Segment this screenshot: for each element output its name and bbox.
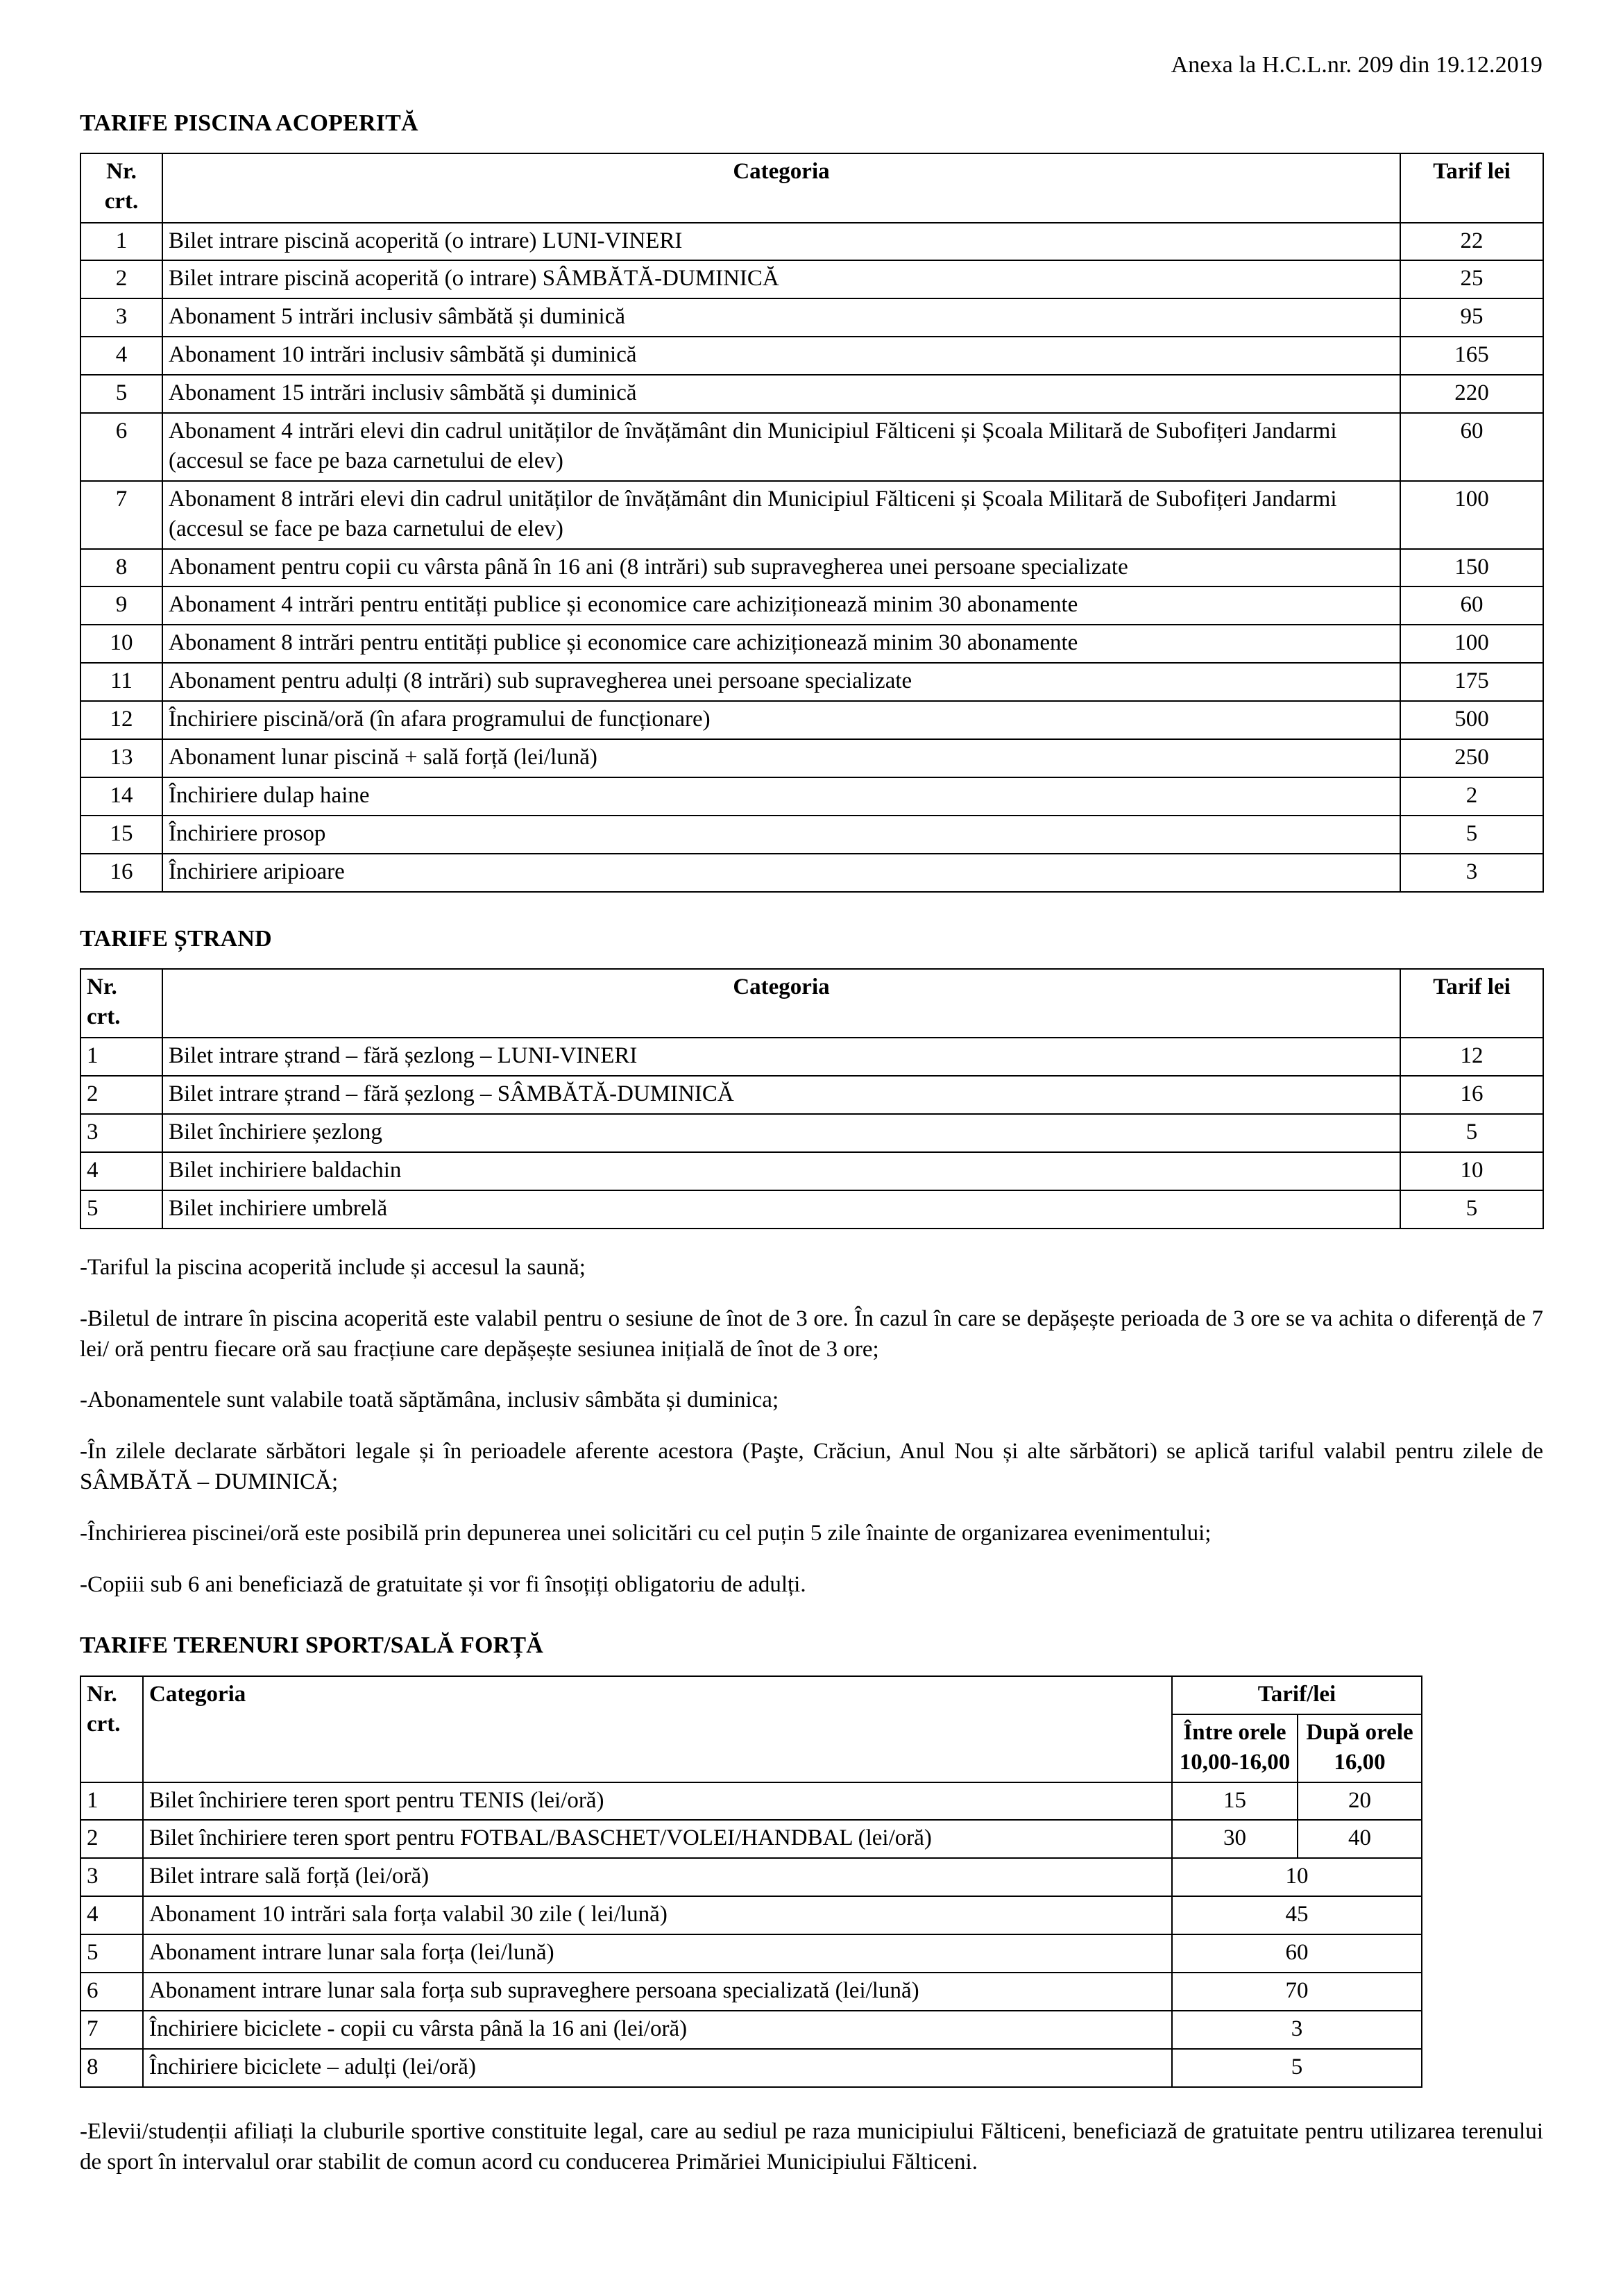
- cell-category: Închiriere aripioare: [162, 854, 1400, 892]
- cell-price-merged: 3: [1172, 2011, 1422, 2049]
- table-row: [80, 1858, 1422, 1896]
- table-row: [80, 2011, 1422, 2049]
- note-paragraph: -Tariful la piscina acoperită include și accesul la saună;: [80, 1254, 586, 1280]
- cell-category: Abonament 8 intrări pentru entități publice și economice care achiziționează minim 30 abonamente: [162, 625, 1400, 663]
- table-row: [80, 739, 1543, 777]
- cell-category: Abonament pentru copii cu vârsta până în 16 ani (8 intrări) sub supravegherea unei persoane specializate: [162, 549, 1400, 587]
- cell-category: Bilet intrare piscină acoperită (o intrare) LUNI-VINERI: [162, 223, 1400, 261]
- cell-category: Bilet închiriere teren sport pentru FOTBAL/BASCHET/VOLEI/HANDBAL (lei/oră): [143, 1820, 1172, 1858]
- cell-price: 95: [1400, 298, 1543, 337]
- cell-price-evening: 20: [1298, 1782, 1422, 1821]
- column-header-price: [1400, 969, 1543, 1038]
- cell-price-merged: 70: [1172, 1973, 1422, 2011]
- cell-category: Bilet intrare ștrand – fără șezlong – LUNI-VINERI: [162, 1038, 1400, 1076]
- cell-category: Abonament 15 intrări inclusiv sâmbătă și duminică: [162, 375, 1400, 413]
- column-header-nr: [80, 153, 162, 223]
- section-title-strand: TARIFE ȘTRAND: [80, 925, 272, 952]
- cell-price: 25: [1400, 260, 1543, 298]
- column-header-price-evening-line2: 16,00: [1334, 1749, 1386, 1775]
- cell-category: Bilet intrare sală forță (lei/oră): [143, 1858, 1172, 1896]
- column-header-nr-line1: Nr.: [87, 1681, 117, 1707]
- section-title-sport: TARIFE TERENURI SPORT/SALĂ FORȚĂ: [80, 1632, 544, 1658]
- cell-price: 10: [1400, 1152, 1543, 1190]
- cell-price: 5: [1400, 1190, 1543, 1229]
- cell-price: 100: [1400, 481, 1543, 549]
- column-header-price: [1400, 153, 1543, 223]
- cell-nr: 2: [80, 1820, 143, 1858]
- column-header-price-group: [1172, 1676, 1422, 1714]
- cell-nr: 1: [80, 223, 162, 261]
- cell-price: 22: [1400, 223, 1543, 261]
- cell-category: Bilet inchiriere umbrelă: [162, 1190, 1400, 1229]
- table-row: [80, 586, 1543, 625]
- cell-category: Abonament pentru adulți (8 intrări) sub supravegherea unei persoane specializate: [162, 663, 1400, 701]
- cell-price: 175: [1400, 663, 1543, 701]
- cell-category: Abonament 4 intrări pentru entități publice și economice care achiziționează minim 30 abonamente: [162, 586, 1400, 625]
- cell-price: 150: [1400, 549, 1543, 587]
- cell-category: Abonament intrare lunar sala forța (lei/lună): [143, 1934, 1172, 1973]
- cell-category: Abonament 10 intrări sala forța valabil 30 zile ( lei/lună): [143, 1896, 1172, 1934]
- cell-nr: 2: [80, 1076, 162, 1114]
- cell-nr: 16: [80, 854, 162, 892]
- cell-price-merged: 5: [1172, 2049, 1422, 2087]
- cell-price-daytime: 15: [1172, 1782, 1298, 1821]
- column-header-category-label: Categoria: [733, 158, 830, 184]
- note-paragraph: -Închirierea piscinei/oră este posibilă prin depunerea unei solicitări cu cel puțin 5 zile înainte de organizarea evenimentului;: [80, 1521, 1212, 1546]
- table-header-row: [80, 969, 1543, 1038]
- cell-category: Bilet închiriere șezlong: [162, 1114, 1400, 1152]
- column-header-category-label: Categoria: [733, 974, 830, 999]
- cell-price: 5: [1400, 816, 1543, 854]
- table-row: [80, 223, 1543, 261]
- column-header-price-label: Tarif lei: [1433, 974, 1511, 999]
- table-sport-tariffs: [80, 1675, 1422, 2088]
- cell-category: Abonament 5 intrări inclusiv sâmbătă și duminică: [162, 298, 1400, 337]
- cell-nr: 5: [80, 375, 162, 413]
- cell-category: Bilet intrare piscină acoperită (o intrare) SÂMBĂTĂ-DUMINICĂ: [162, 260, 1400, 298]
- cell-price: 250: [1400, 739, 1543, 777]
- cell-nr: 9: [80, 586, 162, 625]
- table-row: [80, 1038, 1543, 1076]
- column-header-nr: [80, 969, 162, 1038]
- cell-nr: 6: [80, 413, 162, 481]
- cell-nr: 10: [80, 625, 162, 663]
- cell-category: Abonament 4 intrări elevi din cadrul unităților de învățământ din Municipiul Fălticeni și Școala Militară de Subofițeri Jandarmi (accesul se face pe baza carnetului de elev): [162, 413, 1400, 481]
- column-header-category: [162, 153, 1400, 223]
- cell-nr: 7: [80, 481, 162, 549]
- cell-nr: 3: [80, 1114, 162, 1152]
- cell-nr: 8: [80, 549, 162, 587]
- cell-nr: 4: [80, 1152, 162, 1190]
- cell-category: Abonament 10 intrări inclusiv sâmbătă și duminică: [162, 337, 1400, 375]
- column-header-price-daytime: [1172, 1714, 1298, 1782]
- final-note: -Elevii/studenții afiliați la cluburile sportive constituite legal, care au sediul pe raza municipiului Fălticeni, beneficiază de gratuitate pentru utilizarea terenului de sport în intervalul orar stabilit de comun acord cu conducerea Primăriei Municipiului Fălticeni.: [80, 2118, 1543, 2175]
- note-paragraph: -Copiii sub 6 ani beneficiază de gratuitate și vor fi însoțiți obligatoriu de adulți.: [80, 1571, 806, 1597]
- table-row: [80, 854, 1543, 892]
- cell-nr: 1: [80, 1782, 143, 1821]
- cell-nr: 7: [80, 2011, 143, 2049]
- table-row: [80, 663, 1543, 701]
- table-row: [80, 549, 1543, 587]
- column-header-nr-line2: crt.: [87, 1004, 121, 1029]
- column-header-nr-line1: Nr.: [87, 974, 117, 999]
- table-row: [80, 816, 1543, 854]
- table-row: [80, 1896, 1422, 1934]
- note-paragraph: -În zilele declarate sărbători legale și în perioadele aferente acestora (Paşte, Crăciun, Anul Nou și alte sărbători) se aplică tariful valabil pentru zilele de SÂMBĂTĂ – DUMINICĂ;: [80, 1439, 1543, 1495]
- column-header-price-evening: [1298, 1714, 1422, 1782]
- cell-category: Bilet închiriere teren sport pentru TENIS (lei/oră): [143, 1782, 1172, 1821]
- cell-nr: 8: [80, 2049, 143, 2087]
- cell-price: 5: [1400, 1114, 1543, 1152]
- cell-price: 500: [1400, 701, 1543, 739]
- column-header-nr: [80, 1676, 143, 1782]
- table-row: [80, 1152, 1543, 1190]
- cell-nr: 2: [80, 260, 162, 298]
- notes-list: [80, 1253, 1543, 1601]
- column-header-price-evening-line1: După orele: [1306, 1719, 1413, 1745]
- section-title-pool: TARIFE PISCINA ACOPERITĂ: [80, 110, 418, 136]
- cell-nr: 3: [80, 298, 162, 337]
- cell-nr: 3: [80, 1858, 143, 1896]
- column-header-category-label: Categoria: [149, 1681, 246, 1707]
- cell-price: 220: [1400, 375, 1543, 413]
- cell-nr: 15: [80, 816, 162, 854]
- cell-price: 100: [1400, 625, 1543, 663]
- cell-nr: 12: [80, 701, 162, 739]
- cell-category: Închiriere piscină/oră (în afara programului de funcționare): [162, 701, 1400, 739]
- cell-nr: 11: [80, 663, 162, 701]
- table-row: [80, 1076, 1543, 1114]
- table-pool-tariffs: [80, 153, 1544, 893]
- cell-category: Închiriere prosop: [162, 816, 1400, 854]
- cell-category: Abonament lunar piscină + sală forță (lei/lună): [162, 739, 1400, 777]
- cell-category: Închiriere biciclete – adulți (lei/oră): [143, 2049, 1172, 2087]
- table-header-row: [80, 153, 1543, 223]
- cell-category: Închiriere biciclete - copii cu vârsta până la 16 ani (lei/oră): [143, 2011, 1172, 2049]
- cell-price-evening: 40: [1298, 1820, 1422, 1858]
- note-paragraph: -Biletul de intrare în piscina acoperită este valabil pentru o sesiune de înot de 3 ore. În cazul în care se depășește perioada de 3 ore se va achita o diferență de 7 lei/ oră pentru fiecare oră sau fracțiune care depășește sesiunea inițială de înot de 3 ore;: [80, 1306, 1543, 1362]
- cell-nr: 6: [80, 1973, 143, 2011]
- column-header-price-label: Tarif lei: [1433, 158, 1511, 184]
- document-reference-header: Anexa la H.C.L.nr. 209 din 19.12.2019: [1171, 52, 1543, 78]
- cell-nr: 13: [80, 739, 162, 777]
- cell-category: Abonament 8 intrări elevi din cadrul unităților de învățământ din Municipiul Fălticeni și Școala Militară de Subofițeri Jandarmi (accesul se face pe baza carnetului de elev): [162, 481, 1400, 549]
- cell-nr: 5: [80, 1934, 143, 1973]
- cell-price-merged: 60: [1172, 1934, 1422, 1973]
- table-row: [80, 375, 1543, 413]
- note-paragraph: -Abonamentele sunt valabile toată săptămâna, inclusiv sâmbăta și duminica;: [80, 1387, 779, 1413]
- column-header-nr-line2: crt.: [104, 188, 139, 214]
- table-row: [80, 777, 1543, 816]
- cell-category: Abonament intrare lunar sala forța sub supraveghere persoana specializată (lei/lună): [143, 1973, 1172, 2011]
- cell-price: 12: [1400, 1038, 1543, 1076]
- table-row: [80, 701, 1543, 739]
- cell-nr: 4: [80, 337, 162, 375]
- table-row: [80, 260, 1543, 298]
- column-header-category: [143, 1676, 1172, 1782]
- cell-price: 165: [1400, 337, 1543, 375]
- table-row: [80, 625, 1543, 663]
- cell-nr: 4: [80, 1896, 143, 1934]
- cell-price-merged: 45: [1172, 1896, 1422, 1934]
- cell-price: 3: [1400, 854, 1543, 892]
- cell-price: 2: [1400, 777, 1543, 816]
- cell-category: Bilet inchiriere baldachin: [162, 1152, 1400, 1190]
- table-row: [80, 1114, 1543, 1152]
- column-header-price-group-label: Tarif/lei: [1257, 1681, 1336, 1707]
- cell-nr: 5: [80, 1190, 162, 1229]
- table-row: [80, 1190, 1543, 1229]
- cell-price: 60: [1400, 586, 1543, 625]
- cell-nr: 14: [80, 777, 162, 816]
- cell-category: Bilet intrare ștrand – fără șezlong – SÂMBĂTĂ-DUMINICĂ: [162, 1076, 1400, 1114]
- table-row: [80, 413, 1543, 481]
- table-header-row-top: [80, 1676, 1422, 1714]
- table-row: [80, 2049, 1422, 2087]
- cell-price: 60: [1400, 413, 1543, 481]
- table-row: [80, 298, 1543, 337]
- column-header-nr-line1: Nr.: [106, 158, 137, 184]
- cell-price-daytime: 30: [1172, 1820, 1298, 1858]
- column-header-nr-line2: crt.: [87, 1711, 121, 1737]
- table-strand-tariffs: [80, 968, 1544, 1229]
- table-row: [80, 1782, 1422, 1821]
- cell-category: Închiriere dulap haine: [162, 777, 1400, 816]
- table-row: [80, 481, 1543, 549]
- column-header-price-daytime-line2: 10,00-16,00: [1179, 1749, 1291, 1775]
- table-row: [80, 1973, 1422, 2011]
- table-row: [80, 1820, 1422, 1858]
- column-header-category: [162, 969, 1400, 1038]
- cell-price-merged: 10: [1172, 1858, 1422, 1896]
- cell-nr: 1: [80, 1038, 162, 1076]
- table-row: [80, 337, 1543, 375]
- table-row: [80, 1934, 1422, 1973]
- cell-price: 16: [1400, 1076, 1543, 1114]
- column-header-price-daytime-line1: Între orele: [1183, 1719, 1286, 1745]
